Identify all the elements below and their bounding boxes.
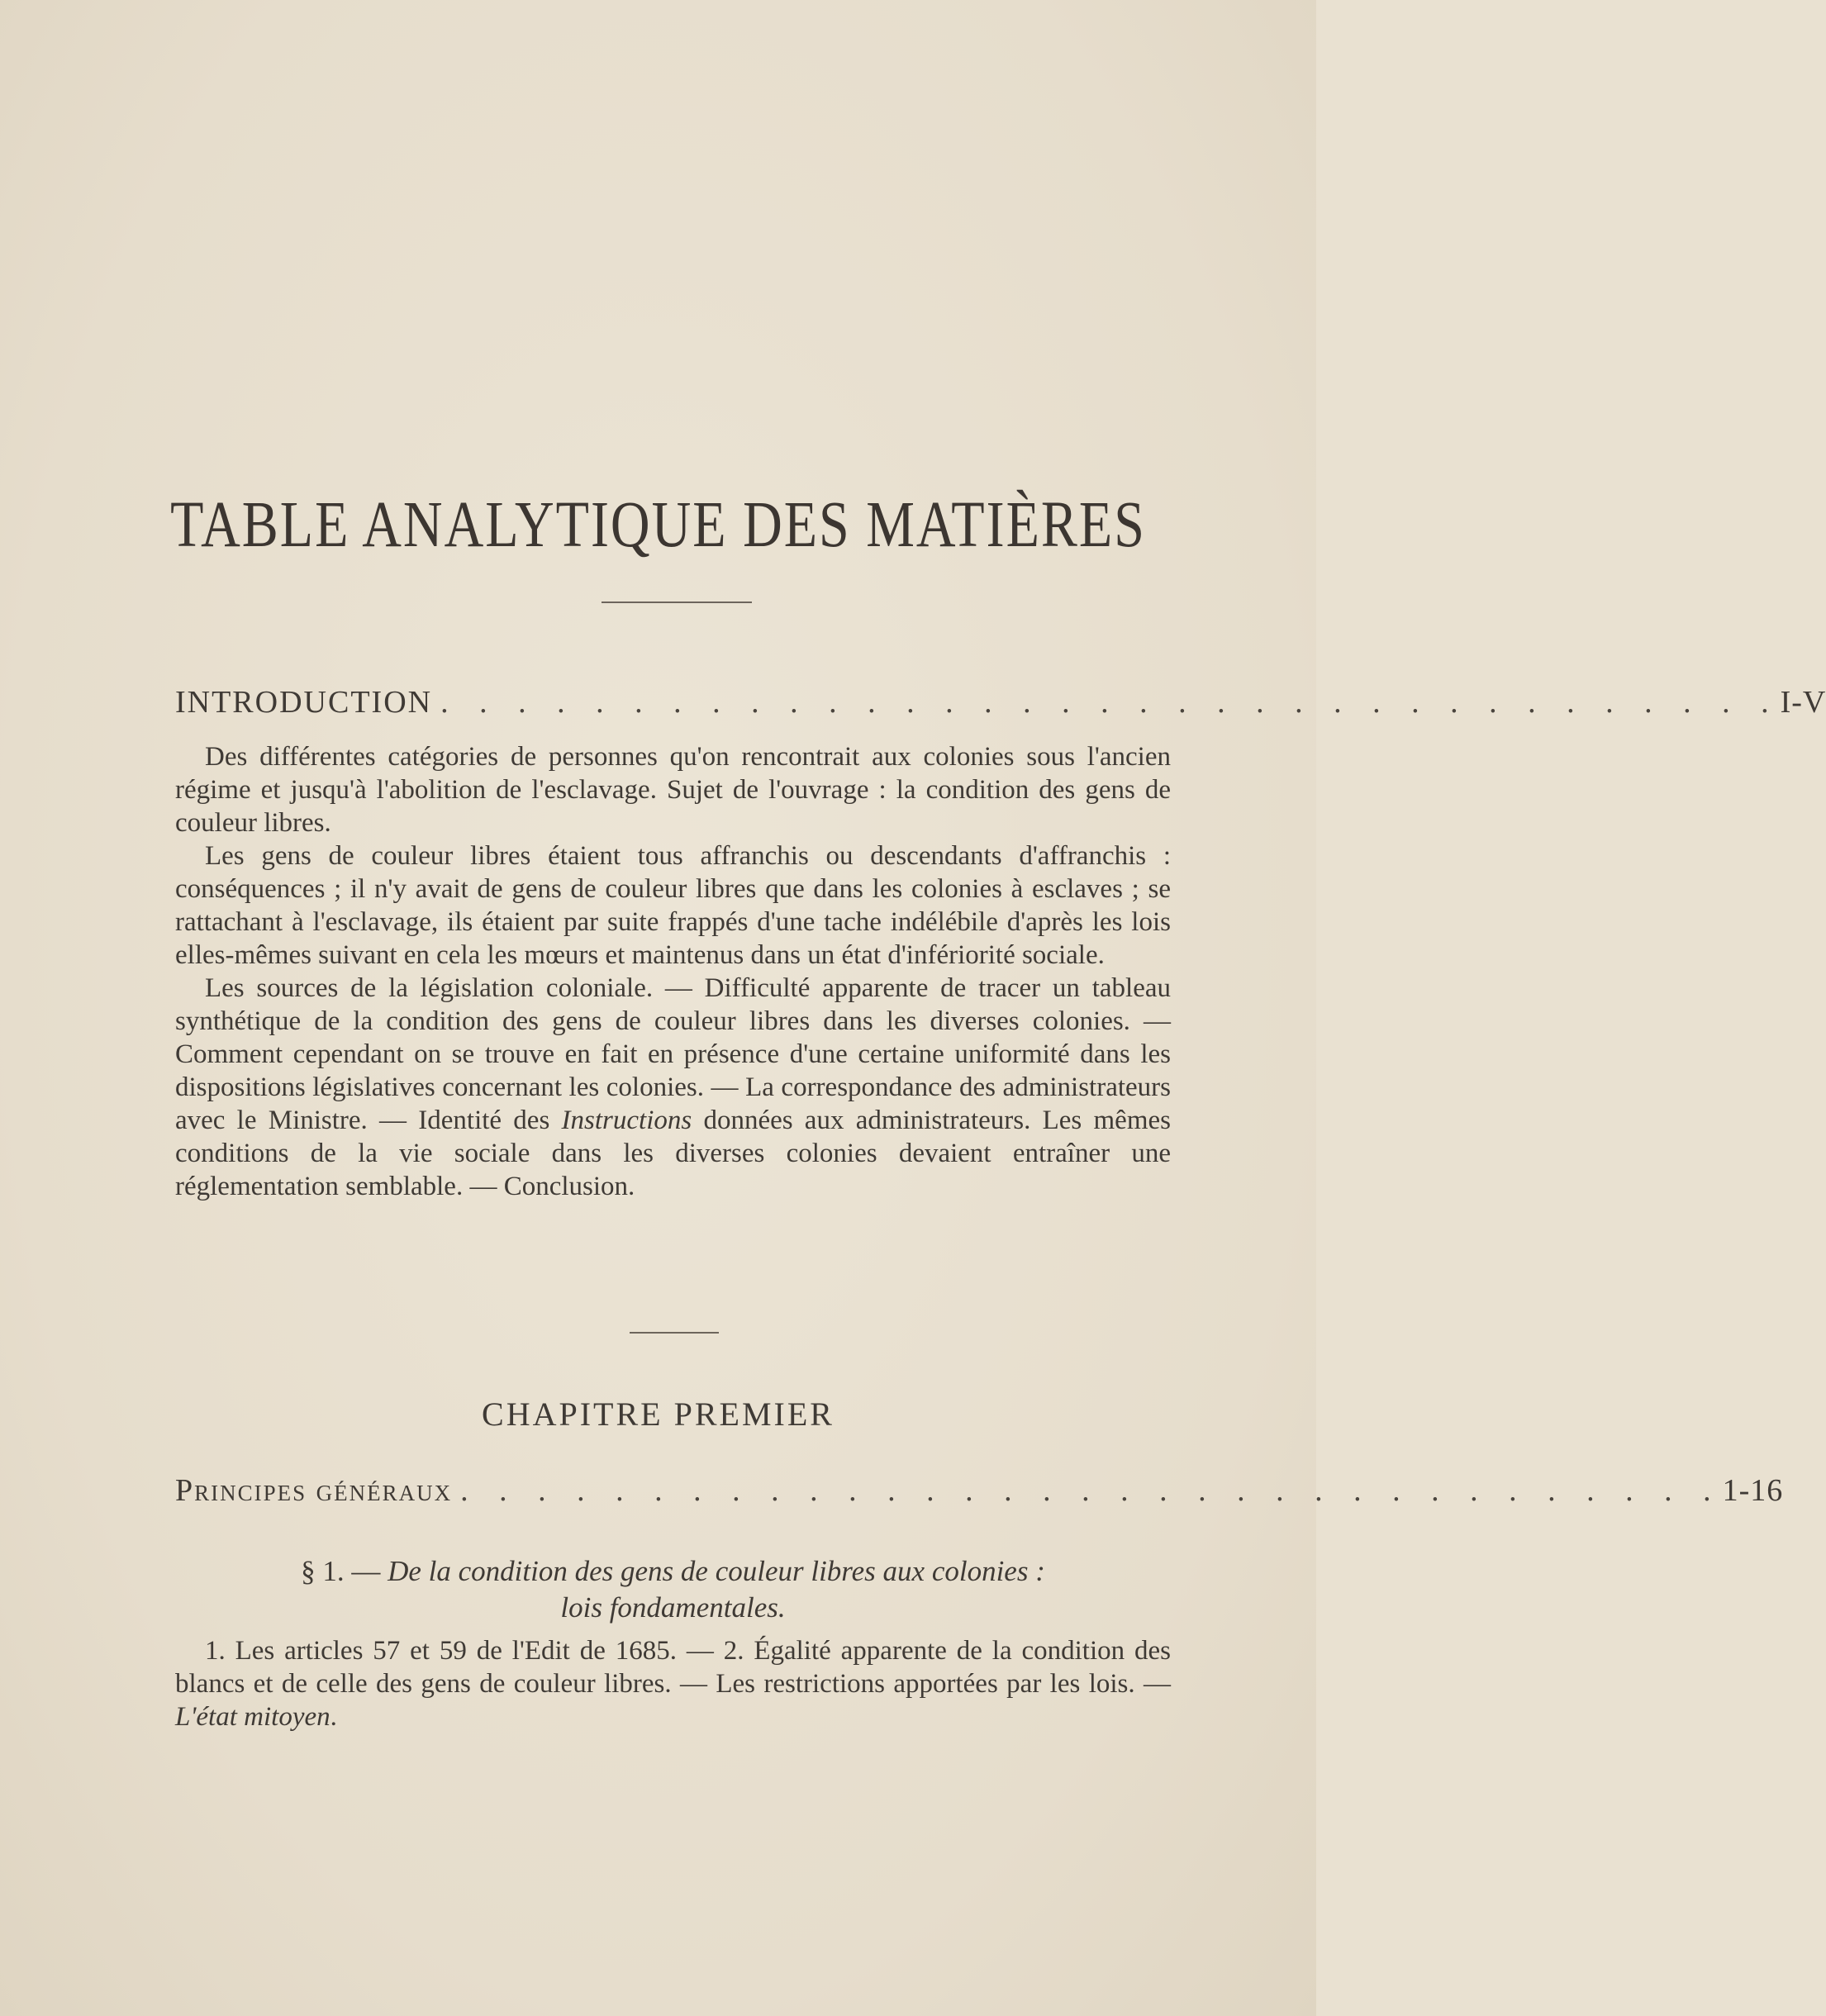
title-divider — [602, 601, 752, 603]
chapter-p-text-a: 1. Les articles 57 et 59 de l'Edit de 1685. — 2. Égalité apparente de la condition des blancs et de celle des gens de couleur libres. — Les restrictions apportées par les lois. — — [175, 1636, 1171, 1699]
toc-leader-dots-2: . . . . . . . . . . . . . . . . . . . . . . . . . . . . . . . . . — [460, 1473, 1723, 1508]
intro-paragraph-1: Des différentes catégories de personnes qu'on rencontrait aux colonies sous l'ancien régime et jusqu'à l'abolition de l'esclavage. Sujet de l'ouvrage : la condition des gens de couleur libres. — [175, 742, 1171, 838]
chapter-p-italic: L'état mitoyen — [175, 1702, 330, 1732]
section-number: § 1. — — [301, 1555, 388, 1587]
section-title-line-2: lois fondamentales. — [560, 1591, 786, 1624]
intro-paragraph-3 — [175, 972, 1171, 1203]
intro-p3-text-b: données aux administrateurs. Les mêmes conditions de la vie sociale dans les diverses colonies devaient entraîner une réglementation semblable. — Conclusion. — [175, 1105, 1171, 1201]
section-divider — [630, 1332, 719, 1334]
intro-paragraph-2: Les gens de couleur libres étaient tous affranchis ou descendants d'affranchis : conséquences ; il n'y avait de gens de couleur libres que dans les colonies à esclaves ; se rattachant à l'esclavage, ils étaient par suite frappés d'une tache indélébile d'après les lois elles-mêmes suivant en cela les mœurs et maintenus dans un état d'infériorité sociale. — [175, 841, 1171, 970]
toc-leader-dots: . . . . . . . . . . . . . . . . . . . . . . . . . . . . . . . . . . . — [440, 685, 1781, 720]
chapter-title: CHAPITRE PREMIER — [482, 1396, 835, 1433]
section-title-line-1: De la condition des gens de couleur libres aux colonies : — [388, 1555, 1045, 1587]
section-heading — [175, 1553, 1171, 1626]
chapter-summary — [175, 1634, 1171, 1733]
section-heading-line-1 — [175, 1553, 1171, 1590]
toc-label-introduction: INTRODUCTION — [175, 685, 433, 720]
toc-pages-introduction: I-V — [1780, 685, 1826, 720]
toc-label-chapter-1: Principes généraux — [175, 1473, 453, 1508]
chapter-paragraph — [175, 1634, 1171, 1733]
toc-entry-introduction — [175, 684, 1826, 720]
intro-p3-text-a: Les sources de la législation coloniale. — Difficulté apparente de tracer un tableau synthétique de la condition des gens de couleur libres dans les diverses colonies. — Comment cependant on se trouve en fait en présence d'une certaine uniformité dans les dispositions législatives concernant les colonies. — La correspondance des administrateurs avec le Ministre. — Identité des — [175, 973, 1171, 1135]
introduction-summary — [175, 740, 1171, 1203]
intro-p3-italic: Instructions — [561, 1105, 692, 1135]
page-title: TABLE ANALYTIQUE DES MATIÈRES — [170, 488, 1146, 561]
toc-entry-chapter-1 — [175, 1472, 1784, 1509]
chapter-p-text-b: . — [330, 1702, 337, 1732]
toc-pages-chapter-1: 1-16 — [1722, 1473, 1784, 1508]
